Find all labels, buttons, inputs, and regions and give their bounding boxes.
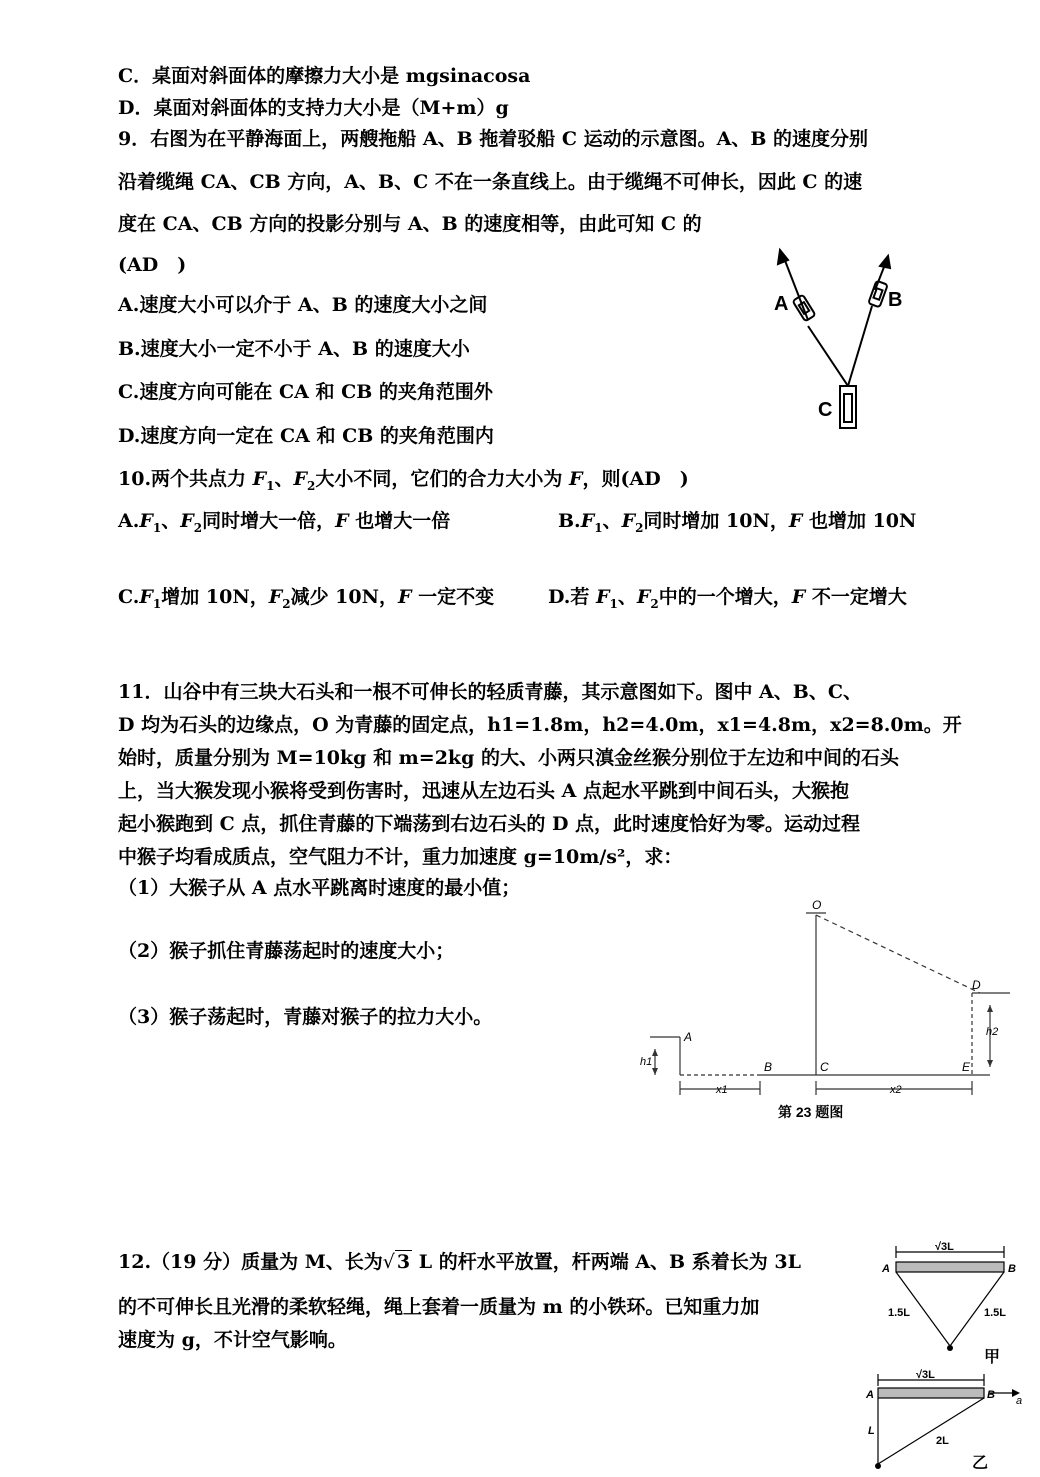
q9-stem-line1: 9．右图为在平静海面上，两艘拖船 A、B 拖着驳船 C 运动的示意图。A、B 的速度分别 — [118, 128, 869, 150]
q12-yi-label-2l: 2L — [936, 1435, 949, 1447]
q11-sub2: （2）猴子抓住青藤荡起时的速度大小； — [118, 940, 455, 962]
q9-option-c: C.速度方向可能在 CA 和 CB 的夹角范围外 — [118, 381, 493, 403]
q11-label-c: C — [820, 1060, 829, 1074]
q12-figure-yi — [866, 1368, 1036, 1476]
q11-label-e: E — [962, 1060, 971, 1074]
q11-label-b: B — [764, 1060, 773, 1074]
q11-stem-line3: 始时，质量分别为 M=10kg 和 m=2kg 的大、小两只滇金丝猴分别位于左边和中间的石头 — [118, 747, 899, 769]
q12-jia-left-label: 1.5L — [888, 1307, 911, 1319]
q10-stem: 10.两个共点力 $F_1$、$F_2$大小不同，它们的合力大小为 F，则(AD ) — [118, 468, 689, 493]
q9-label-c: C — [818, 399, 833, 421]
q12-yi-label-a: A — [866, 1389, 874, 1401]
q11-stem-line5: 起小猴跑到 C 点，抓住青藤的下端荡到右边石头的 D 点，此时速度恰好为零。运动过程 — [118, 813, 861, 835]
q11-stem-line4: 上，当大猴发现小猴将受到伤害时，迅速从左边石头 A 点起水平跳到中间石头，大猴抱 — [118, 780, 849, 802]
q8-option-d: D．桌面对斜面体的支持力大小是（M+m）g — [118, 97, 509, 119]
q12-jia-right-label: 1.5L — [984, 1307, 1007, 1319]
q10-option-b: $B.F_1$、$F_2$同时增加 10N，F 也增加 10N — [558, 510, 917, 535]
q9-stem-line3: 度在 CA、CB 方向的投影分别与 A、B 的速度相等，由此可知 C 的 — [118, 213, 702, 235]
q12-jia-label-a: A — [882, 1263, 890, 1275]
q11-label-a: A — [684, 1030, 693, 1044]
q11-valley-figure — [640, 895, 1020, 1125]
q11-label-x1: x1 — [716, 1084, 728, 1096]
q11-stem-line2: D 均为石头的边缘点，O 为青藤的固定点，h1=1.8m，h2=4.0m，x1=4.8m，x2=8.0m。开 — [118, 714, 962, 736]
q12-yi-label-accel: a — [1016, 1395, 1023, 1407]
q12-jia-name: 甲 — [984, 1349, 1001, 1366]
q12-figure-jia — [880, 1240, 1020, 1370]
q11-label-d: D — [972, 978, 981, 992]
q11-stem-line1: 11．山谷中有三块大石头和一根不可伸长的轻质青藤，其示意图如下。图中 A、B、C、 — [118, 681, 862, 703]
q9-option-a: A.速度大小可以介于 A、B 的速度大小之间 — [118, 294, 488, 316]
q12-stem-line1: 12.（19 分）质量为 M、长为√ 3 L 的杆水平放置，杆两端 A、B 系着长为 3L — [118, 1251, 801, 1273]
q12-yi-label-b: B — [987, 1389, 995, 1401]
q9-answer: (AD ) — [118, 254, 187, 276]
q9-label-a: A — [774, 293, 789, 315]
q11-label-o: O — [812, 898, 822, 912]
q11-label-h2: h2 — [986, 1026, 999, 1038]
q9-option-b: B.速度大小一定不小于 A、B 的速度大小 — [118, 338, 470, 360]
q12-yi-name: 乙 — [972, 1455, 989, 1472]
q12-yi-label-l: L — [868, 1425, 875, 1437]
q11-label-h1: h1 — [640, 1056, 653, 1068]
q10-option-d: D.若 $F_1$、$F_2$中的一个增大，F 不一定增大 — [548, 586, 907, 611]
q9-option-d: D.速度方向一定在 CA 和 CB 的夹角范围内 — [118, 425, 494, 447]
q12-stem-line2: 的不可伸长且光滑的柔软轻绳，绳上套着一质量为 m 的小铁环。已知重力加 — [118, 1296, 760, 1318]
q10-option-a: $A.F_1$、$F_2$同时增大一倍，F 也增大一倍 — [118, 510, 451, 535]
q11-stem-line6: 中猴子均看成质点，空气阻力不计，重力加速度 g=10m/s²，求： — [118, 846, 683, 868]
q10-option-c: $C.F_1$增加 10N，$F_2$减少 10N，F 一定不变 — [118, 586, 495, 611]
q9-tugboat-figure — [760, 248, 910, 438]
q8-option-c: C．桌面对斜面体的摩擦力大小是 mgsinacosa — [118, 65, 531, 87]
q11-sub1: （1）大猴子从 A 点水平跳离时速度的最小值； — [118, 877, 521, 899]
q12-jia-label-b: B — [1008, 1263, 1016, 1275]
q11-figure-caption: 第 23 题图 — [778, 1104, 844, 1120]
q9-stem-line2: 沿着缆绳 CA、CB 方向，A、B、C 不在一条直线上。由于缆绳不可伸长，因此 C 的速 — [118, 171, 863, 193]
q11-label-x2: x2 — [890, 1084, 902, 1096]
q9-label-b: B — [888, 289, 903, 311]
q12-yi-top-label: √3L — [916, 1369, 935, 1381]
q11-sub3: （3）猴子荡起时，青藤对猴子的拉力大小。 — [118, 1006, 493, 1028]
q12-stem-line3: 速度为 g，不计空气影响。 — [118, 1329, 347, 1351]
q12-jia-top-label: √3L — [935, 1241, 954, 1253]
